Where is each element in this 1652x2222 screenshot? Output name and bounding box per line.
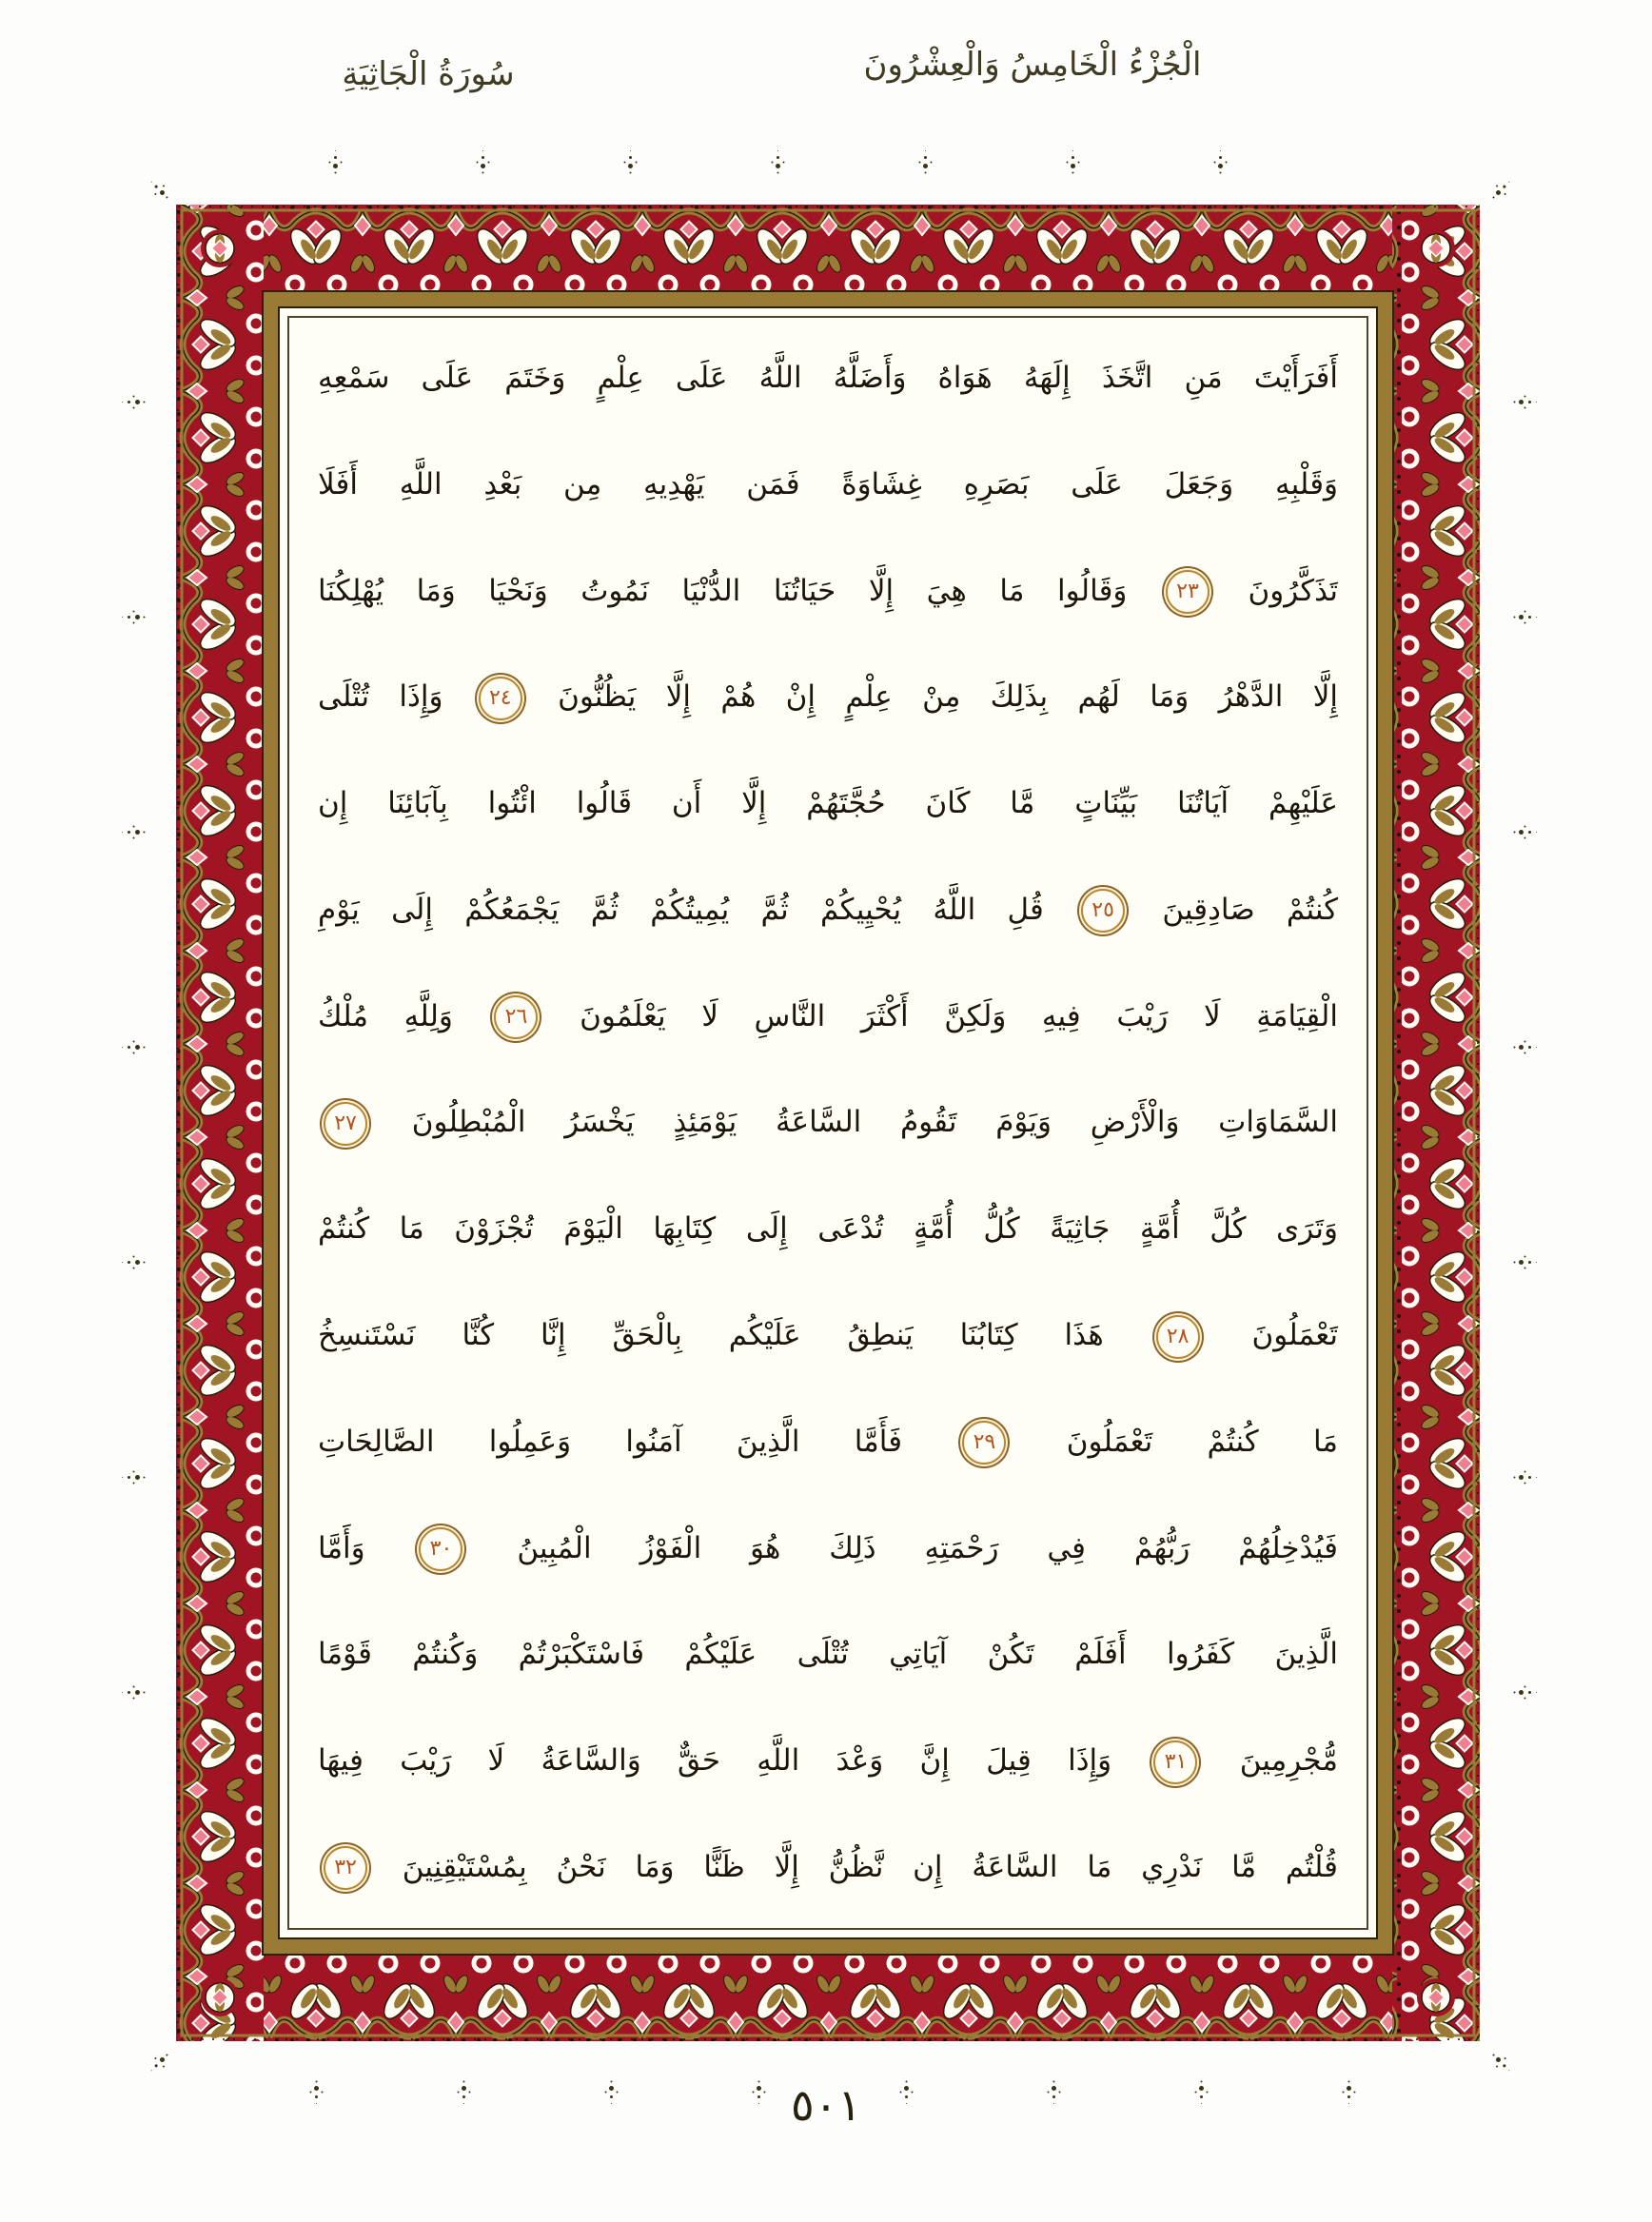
quran-text-segment: وَأَمَّا	[318, 1530, 365, 1565]
quran-line	[318, 1070, 1338, 1175]
sprig-ornament-icon	[159, 2056, 166, 2063]
quran-text-segment: وَقَالُوا مَا هِيَ إِلَّا حَيَاتُنَا الدُّنْيَا نَمُوتُ وَنَحْيَا وَمَا يُهْلِكُنَا	[318, 573, 1128, 608]
quran-line	[318, 964, 1338, 1070]
quran-text-segment: مُّجْرِمِينَ	[1239, 1743, 1338, 1779]
quran-text-segment: أَفَرَأَيْتَ مَنِ اتَّخَذَ إِلَهَهُ هَوَاهُ وَأَضَلَّهُ اللَّهُ عَلَى عِلْمٍ وَخَتَمَ عَلَى سَمْعِهِ	[318, 361, 1338, 395]
ayah-marker: ٢٦	[494, 995, 538, 1039]
quran-text-segment: وَتَرَى كُلَّ أُمَّةٍ جَاثِيَةً كُلُّ أُمَّةٍ تُدْعَى إِلَى كِتَابِهَا الْيَوْمَ تُجْزَوْنَ مَا كُنتُمْ	[318, 1211, 1338, 1247]
quran-text-segment: قُلْتُم مَّا نَدْرِي مَا السَّاعَةُ إِن نَّظُنُّ إِلَّا ظَنًّا وَمَا نَحْنُ بِمُسْتَيْقِنِينَ	[402, 1849, 1338, 1884]
sprig-ornament-icon	[481, 164, 485, 168]
sprig-ornament-icon	[135, 615, 140, 619]
quran-text-segment: مَا كُنتُمْ تَعْمَلُونَ	[1066, 1424, 1338, 1459]
sprig-ornament-icon	[1519, 1045, 1524, 1050]
juz-header: الْجُزْءُ الْخَامِسُ وَالْعِشْرُونَ	[863, 46, 1202, 84]
sprig-ornament-icon	[1495, 189, 1502, 196]
sprig-ornament-icon	[1519, 1260, 1524, 1265]
quran-text-segment: الَّذِينَ كَفَرُوا أَفَلَمْ تَكُنْ آيَاتِي تُتْلَى عَلَيْكُمْ فَاسْتَكْبَرْتُمْ وَكُنتُمْ قَوْمًا	[318, 1637, 1338, 1672]
sprig-ornament-icon	[135, 1690, 140, 1695]
quran-text-segment: وَقَلْبِهِ وَجَعَلَ عَلَى بَصَرِهِ غِشَاوَةً فَمَن يَهْدِيهِ مِن بَعْدِ اللَّهِ أَفَلَا	[318, 466, 1338, 501]
quran-text-segment: إِلَّا الدَّهْرُ وَمَا لَهُم بِذَلِكَ مِنْ عِلْمٍ إِنْ هُمْ إِلَّا يَظُنُّونَ	[558, 679, 1338, 715]
quran-text-segment: فَأَمَّا الَّذِينَ آمَنُوا وَعَمِلُوا الصَّالِحَاتِ	[318, 1424, 903, 1459]
quran-text-segment: تَعْمَلُونَ	[1251, 1318, 1338, 1353]
sprig-ornament-icon	[776, 164, 780, 168]
quran-text-segment: الْقِيَامَةِ لَا رَيْبَ فِيهِ وَلَكِنَّ أَكْثَرَ النَّاسِ لَا يَعْلَمُونَ	[580, 998, 1338, 1033]
quran-line	[318, 751, 1338, 856]
sprig-ornament-icon	[1218, 164, 1223, 168]
quran-line	[318, 325, 1338, 431]
quran-text-segment: وَلِلَّهِ مُلْكُ	[318, 998, 453, 1033]
surah-header: سُورَةُ الْجَاثِيَةِ	[342, 55, 515, 93]
sprig-ornament-icon	[628, 164, 633, 168]
quran-text-segment: وَإِذَا قِيلَ إِنَّ وَعْدَ اللَّهِ حَقٌّ وَالسَّاعَةُ لَا رَيْبَ فِيهَا	[318, 1743, 1112, 1779]
quran-text-segment: قُلِ اللَّهُ يُحْيِيكُمْ ثُمَّ يُمِيتُكُمْ ثُمَّ يَجْمَعُكُمْ إِلَى يَوْمِ	[318, 892, 1044, 927]
quran-line	[318, 644, 1338, 750]
sprig-ornament-icon	[1519, 400, 1524, 404]
sprig-ornament-icon	[1519, 615, 1524, 619]
sprig-ornament-icon	[159, 189, 166, 196]
page-number: ٥٠١	[790, 2079, 862, 2131]
quran-text-segment: هَذَا كِتَابُنَا يَنطِقُ عَلَيْكُم بِالْحَقِّ إِنَّا كُنَّا نَسْتَنسِخُ	[318, 1318, 1104, 1353]
quran-text-panel	[287, 316, 1368, 1930]
sprig-ornament-icon	[1519, 1475, 1524, 1480]
sprig-ornament-icon	[1519, 1690, 1524, 1695]
ayah-marker: ٣٠	[419, 1527, 462, 1571]
quran-text-segment: كُنتُمْ صَادِقِينَ	[1162, 892, 1338, 927]
quran-line	[318, 1389, 1338, 1495]
quran-text-segment: السَّمَاوَاتِ وَالْأَرْضِ وَيَوْمَ تَقُومُ السَّاعَةُ يَوْمَئِذٍ يَخْسَرُ الْمُبْطِلُونَ	[411, 1105, 1338, 1140]
sprig-ornament-icon	[135, 1475, 140, 1480]
quran-line	[318, 432, 1338, 538]
sprig-ornament-icon	[1495, 2056, 1502, 2063]
quran-text-segment: وَإِذَا تُتْلَى	[318, 679, 443, 715]
quran-text-segment: تَذَكَّرُونَ	[1248, 573, 1338, 608]
quran-line	[318, 1283, 1338, 1388]
ornamental-border-frame	[176, 205, 1480, 2041]
quran-text-segment: عَلَيْهِمْ آيَاتُنَا بَيِّنَاتٍ مَّا كَانَ حُجَّتَهُمْ إِلَّا أَن قَالُوا ائْتُوا بِآبَائِنَا إِن	[318, 786, 1338, 821]
quran-line	[318, 539, 1338, 644]
ayah-marker: ٢٥	[1081, 889, 1125, 933]
quran-line	[318, 1815, 1338, 1920]
sprig-ornament-icon	[135, 400, 140, 404]
sprig-ornament-icon	[1071, 164, 1075, 168]
ayah-marker: ٣٢	[324, 1846, 367, 1890]
ayah-marker: ٣١	[1153, 1740, 1197, 1784]
quran-line	[318, 1708, 1338, 1814]
sprig-ornament-icon	[923, 164, 928, 168]
quran-line	[318, 1496, 1338, 1602]
inner-gold-frame	[264, 292, 1392, 1954]
ayah-marker: ٢٧	[324, 1102, 367, 1146]
quran-text-segment: فَيُدْخِلُهُمْ رَبُّهُمْ فِي رَحْمَتِهِ ذَلِكَ هُوَ الْفَوْزُ الْمُبِينُ	[517, 1530, 1338, 1565]
ayah-marker: ٢٨	[1156, 1315, 1200, 1359]
sprig-ornament-icon	[135, 1260, 140, 1265]
ayah-marker: ٢٣	[1166, 570, 1210, 614]
quran-line	[318, 1176, 1338, 1282]
sprig-ornament-icon	[135, 830, 140, 835]
quran-line	[318, 1602, 1338, 1707]
ayah-marker: ٢٩	[962, 1421, 1006, 1465]
sprig-ornament-icon	[135, 1045, 140, 1050]
sprig-ornament-icon	[1519, 830, 1524, 835]
quran-line	[318, 857, 1338, 963]
ayah-marker: ٢٤	[479, 677, 522, 720]
sprig-ornament-icon	[333, 164, 338, 168]
